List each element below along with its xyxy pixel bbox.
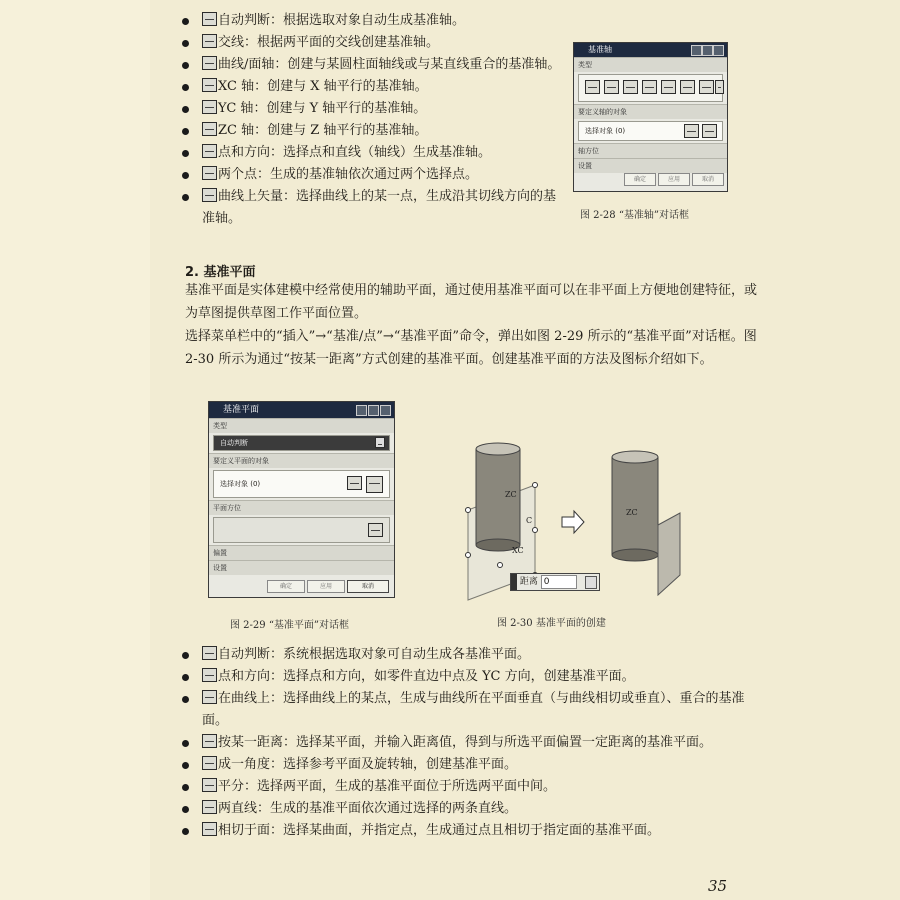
axis-type-icon-row (578, 74, 723, 102)
list-item (178, 76, 568, 98)
item-label: 按某一距离 (218, 735, 284, 750)
bullet-dot (182, 18, 189, 25)
handle-point (466, 508, 471, 513)
page-number: 35 (708, 877, 728, 895)
bullet-dot (182, 172, 189, 179)
list-item (178, 164, 568, 186)
bullet-dot (182, 652, 189, 659)
item-label: 曲线/面轴 (218, 57, 275, 72)
point-direction-plane-icon (202, 668, 217, 682)
xc-axis-icon (202, 78, 217, 92)
info-icon[interactable] (368, 405, 379, 416)
list-item (178, 10, 568, 32)
zc-axis-icon (202, 122, 217, 136)
bullet-dot (182, 674, 189, 681)
curve-face-axis-icon[interactable] (623, 80, 638, 94)
datum-plane-dialog (208, 401, 395, 598)
bullet-dot (182, 828, 189, 835)
cancel-button[interactable]: 取消 (692, 173, 724, 186)
handle-point (498, 563, 503, 568)
item-text: ：选择点和直线（轴线）生成基准轴。 (270, 145, 492, 160)
direction-section-header[interactable]: 轴方位 (574, 143, 727, 158)
item-label: 两直线 (218, 801, 258, 816)
item-text: ：创建与 Z 轴平行的基准轴。 (254, 123, 428, 138)
item-label: 点和方向 (218, 669, 271, 684)
intersect-icon[interactable] (604, 80, 619, 94)
cylinder-top (476, 443, 520, 455)
item-text: ：选择参考平面及旋转轴，创建基准平面。 (270, 757, 518, 772)
two-points-icon (202, 166, 217, 180)
apply-button[interactable]: 应用 (307, 580, 345, 593)
item-text: ：选择曲线上的某一点，生成沿其切线方向的基准轴。 (202, 189, 557, 226)
bullet-dot (182, 150, 189, 157)
bullet-dot (182, 194, 189, 201)
page-margin (0, 0, 150, 900)
arrow-right-icon (562, 511, 584, 533)
item-text: ：选择某平面，并输入距离值，得到与所选平面偏置一定距离的基准平面。 (283, 735, 713, 750)
list-item (178, 666, 758, 688)
axis-label-zc: ZC (505, 490, 517, 499)
paragraph: 选择菜单栏中的“插入”→“基准/点”→“基准平面”命令，弹出如图 2-29 所示的“基准平面”对话框。图 2-30 所示为通过“按某一距离”方式创建的基准平面。创建基准平面的方法及图标介绍如下。 (185, 329, 757, 367)
ok-button[interactable]: 确定 (267, 580, 305, 593)
item-label: 交线 (218, 35, 245, 50)
zc-axis-icon[interactable] (680, 80, 695, 94)
figure-caption: 图 2-29 “基准平面”对话框 (230, 620, 350, 631)
list-item (178, 644, 758, 666)
type-section-header[interactable]: 类型 (574, 57, 727, 72)
dialog-titlebar (574, 43, 727, 57)
item-text: ：选择某曲面，并指定点，生成通过点且相切于指定面的基准平面。 (270, 823, 661, 838)
item-text: ：系统根据选取对象可自动生成各基准平面。 (270, 647, 531, 662)
orientation-section-header: 平面方位 (209, 500, 394, 515)
list-item (178, 732, 758, 754)
info-icon[interactable] (702, 45, 713, 56)
item-label: 在曲线上 (218, 691, 271, 706)
curve-face-axis-icon (202, 56, 217, 70)
select-object-label: 选择对象 (0) (220, 480, 261, 488)
item-label: 两个点 (218, 167, 258, 182)
distance-input[interactable]: 0 (541, 575, 577, 589)
list-item (178, 120, 568, 142)
on-curve-plane-icon (202, 690, 217, 704)
type-section-header[interactable]: 类型 (209, 418, 394, 433)
orientation-field[interactable] (213, 517, 390, 543)
figure-caption: 图 2-28 “基准轴”对话框 (580, 210, 690, 221)
item-label: 自动判断 (218, 13, 271, 28)
list-item (178, 776, 758, 798)
object-section-header: 要定义轴的对象 (574, 104, 727, 119)
auto-infer-plane-icon (202, 646, 217, 660)
bullet-dot (182, 128, 189, 135)
axis-label-xc: XC (512, 546, 524, 555)
bisector-plane-icon (202, 778, 217, 792)
item-label: 点和方向 (218, 145, 271, 160)
type-select[interactable] (213, 435, 390, 451)
curve-vector-icon (202, 188, 217, 202)
distance-plane-icon (202, 734, 217, 748)
bullet-dot (182, 806, 189, 813)
chevron-down-icon[interactable] (715, 80, 724, 94)
result-datum-plane (658, 513, 680, 595)
item-label: 曲线上矢量 (218, 189, 284, 204)
reset-icon[interactable] (691, 45, 702, 56)
item-text: ：创建与某圆柱面轴线或与某直线重合的基准轴。 (274, 57, 561, 72)
spinner-icon[interactable] (585, 576, 597, 589)
reverse-direction-icon[interactable] (684, 124, 699, 138)
paragraph: 基准平面是实体建模中经常使用的辅助平面，通过使用基准平面可以在非平面上方便地创建特征，或为草图提供草图工作平面位置。 (185, 283, 758, 321)
list-item (178, 798, 758, 820)
bullet-dot (182, 762, 189, 769)
item-label: 成一角度 (218, 757, 271, 772)
close-icon[interactable] (380, 405, 391, 416)
item-text: ：选择两平面，生成的基准平面位于所选两平面中间。 (244, 779, 557, 794)
axis-label-zc: ZC (626, 508, 638, 517)
list-item (178, 688, 758, 732)
reverse-direction-icon[interactable] (347, 476, 362, 490)
handle-point (533, 528, 538, 533)
handle-point (533, 483, 538, 488)
axis-method-list (178, 10, 568, 230)
alternate-solution-icon[interactable] (368, 523, 383, 537)
select-object-field[interactable] (213, 470, 390, 498)
dialog-title: 基准轴 (588, 45, 612, 54)
dialog-title: 基准平面 (223, 405, 260, 415)
result-cylinder-body (612, 457, 658, 555)
auto-infer-icon[interactable] (585, 80, 600, 94)
item-text: ：根据两平面的交线创建基准轴。 (244, 35, 440, 50)
cancel-button[interactable]: 取消 (347, 580, 389, 593)
list-item (178, 142, 568, 164)
item-label: YC 轴 (218, 101, 254, 116)
figure-caption: 图 2-30 基准平面的创建 (497, 618, 606, 629)
drag-handle-icon[interactable] (511, 574, 517, 590)
tangent-plane-icon (202, 822, 217, 836)
bullet-dot (182, 62, 189, 69)
item-text: ：创建与 Y 轴平行的基准轴。 (253, 101, 427, 116)
item-text: ：创建与 X 轴平行的基准轴。 (254, 79, 428, 94)
vector-constructor-icon[interactable] (702, 124, 717, 138)
plane-constructor-icon[interactable] (366, 476, 383, 493)
angle-plane-icon (202, 756, 217, 770)
list-item (178, 98, 568, 120)
list-item (178, 820, 758, 842)
handle-point (466, 553, 471, 558)
list-item (178, 32, 568, 54)
two-lines-plane-icon (202, 800, 217, 814)
datum-plane-creation-figure (450, 425, 700, 605)
apply-button[interactable]: 应用 (658, 173, 690, 186)
settings-section-header[interactable]: 设置 (574, 158, 727, 173)
datum-axis-dialog (573, 42, 728, 192)
distance-input-box (510, 573, 600, 591)
ok-button[interactable]: 确定 (624, 173, 656, 186)
bullet-dot (182, 696, 189, 703)
item-text: ：生成的基准平面依次通过选择的两条直线。 (257, 801, 518, 816)
offset-section-header[interactable]: 偏置 (209, 545, 394, 560)
section-heading: 2. 基准平面 (185, 265, 256, 280)
item-label: 平分 (218, 779, 245, 794)
bullet-dot (182, 106, 189, 113)
yc-axis-icon[interactable] (661, 80, 676, 94)
bullet-dot (182, 40, 189, 47)
result-cylinder-bottom (612, 549, 658, 561)
item-label: 相切于面 (218, 823, 271, 838)
select-object-field[interactable] (578, 121, 723, 141)
xc-axis-icon[interactable] (642, 80, 657, 94)
point-direction-icon (202, 144, 217, 158)
list-item (178, 186, 568, 230)
result-cylinder-top (612, 451, 658, 463)
yc-axis-icon (202, 100, 217, 114)
close-icon[interactable] (713, 45, 724, 56)
item-text: ：生成的基准轴依次通过两个选择点。 (257, 167, 479, 182)
point-direction-icon[interactable] (699, 80, 714, 94)
item-label: 自动判断 (218, 647, 271, 662)
reset-icon[interactable] (356, 405, 367, 416)
distance-label: 距离 (519, 577, 538, 587)
select-object-label: 选择对象 (0) (585, 127, 626, 135)
type-select-value: 自动判断 (220, 439, 248, 447)
dialog-titlebar (209, 402, 394, 418)
list-item (178, 754, 758, 776)
bullet-dot (182, 784, 189, 791)
item-text: ：根据选取对象自动生成基准轴。 (270, 13, 466, 28)
item-text: ：选择点和方向，如零件直边中点及 YC 方向，创建基准平面。 (270, 669, 635, 684)
list-item (178, 54, 568, 76)
bullet-dot (182, 84, 189, 91)
item-label: XC 轴 (218, 79, 255, 94)
chevron-down-icon[interactable] (375, 437, 385, 448)
plane-method-list (178, 644, 758, 842)
item-text: ：选择曲线上的某点，生成与曲线所在平面垂直（与曲线相切或垂直）、重合的基准面。 (202, 691, 745, 728)
axis-label-yc: C (526, 516, 533, 525)
settings-section-header[interactable]: 设置 (209, 560, 394, 575)
item-label: ZC 轴 (218, 123, 255, 138)
auto-infer-icon (202, 12, 217, 26)
object-section-header: 要定义平面的对象 (209, 453, 394, 468)
intersect-icon (202, 34, 217, 48)
bullet-dot (182, 740, 189, 747)
